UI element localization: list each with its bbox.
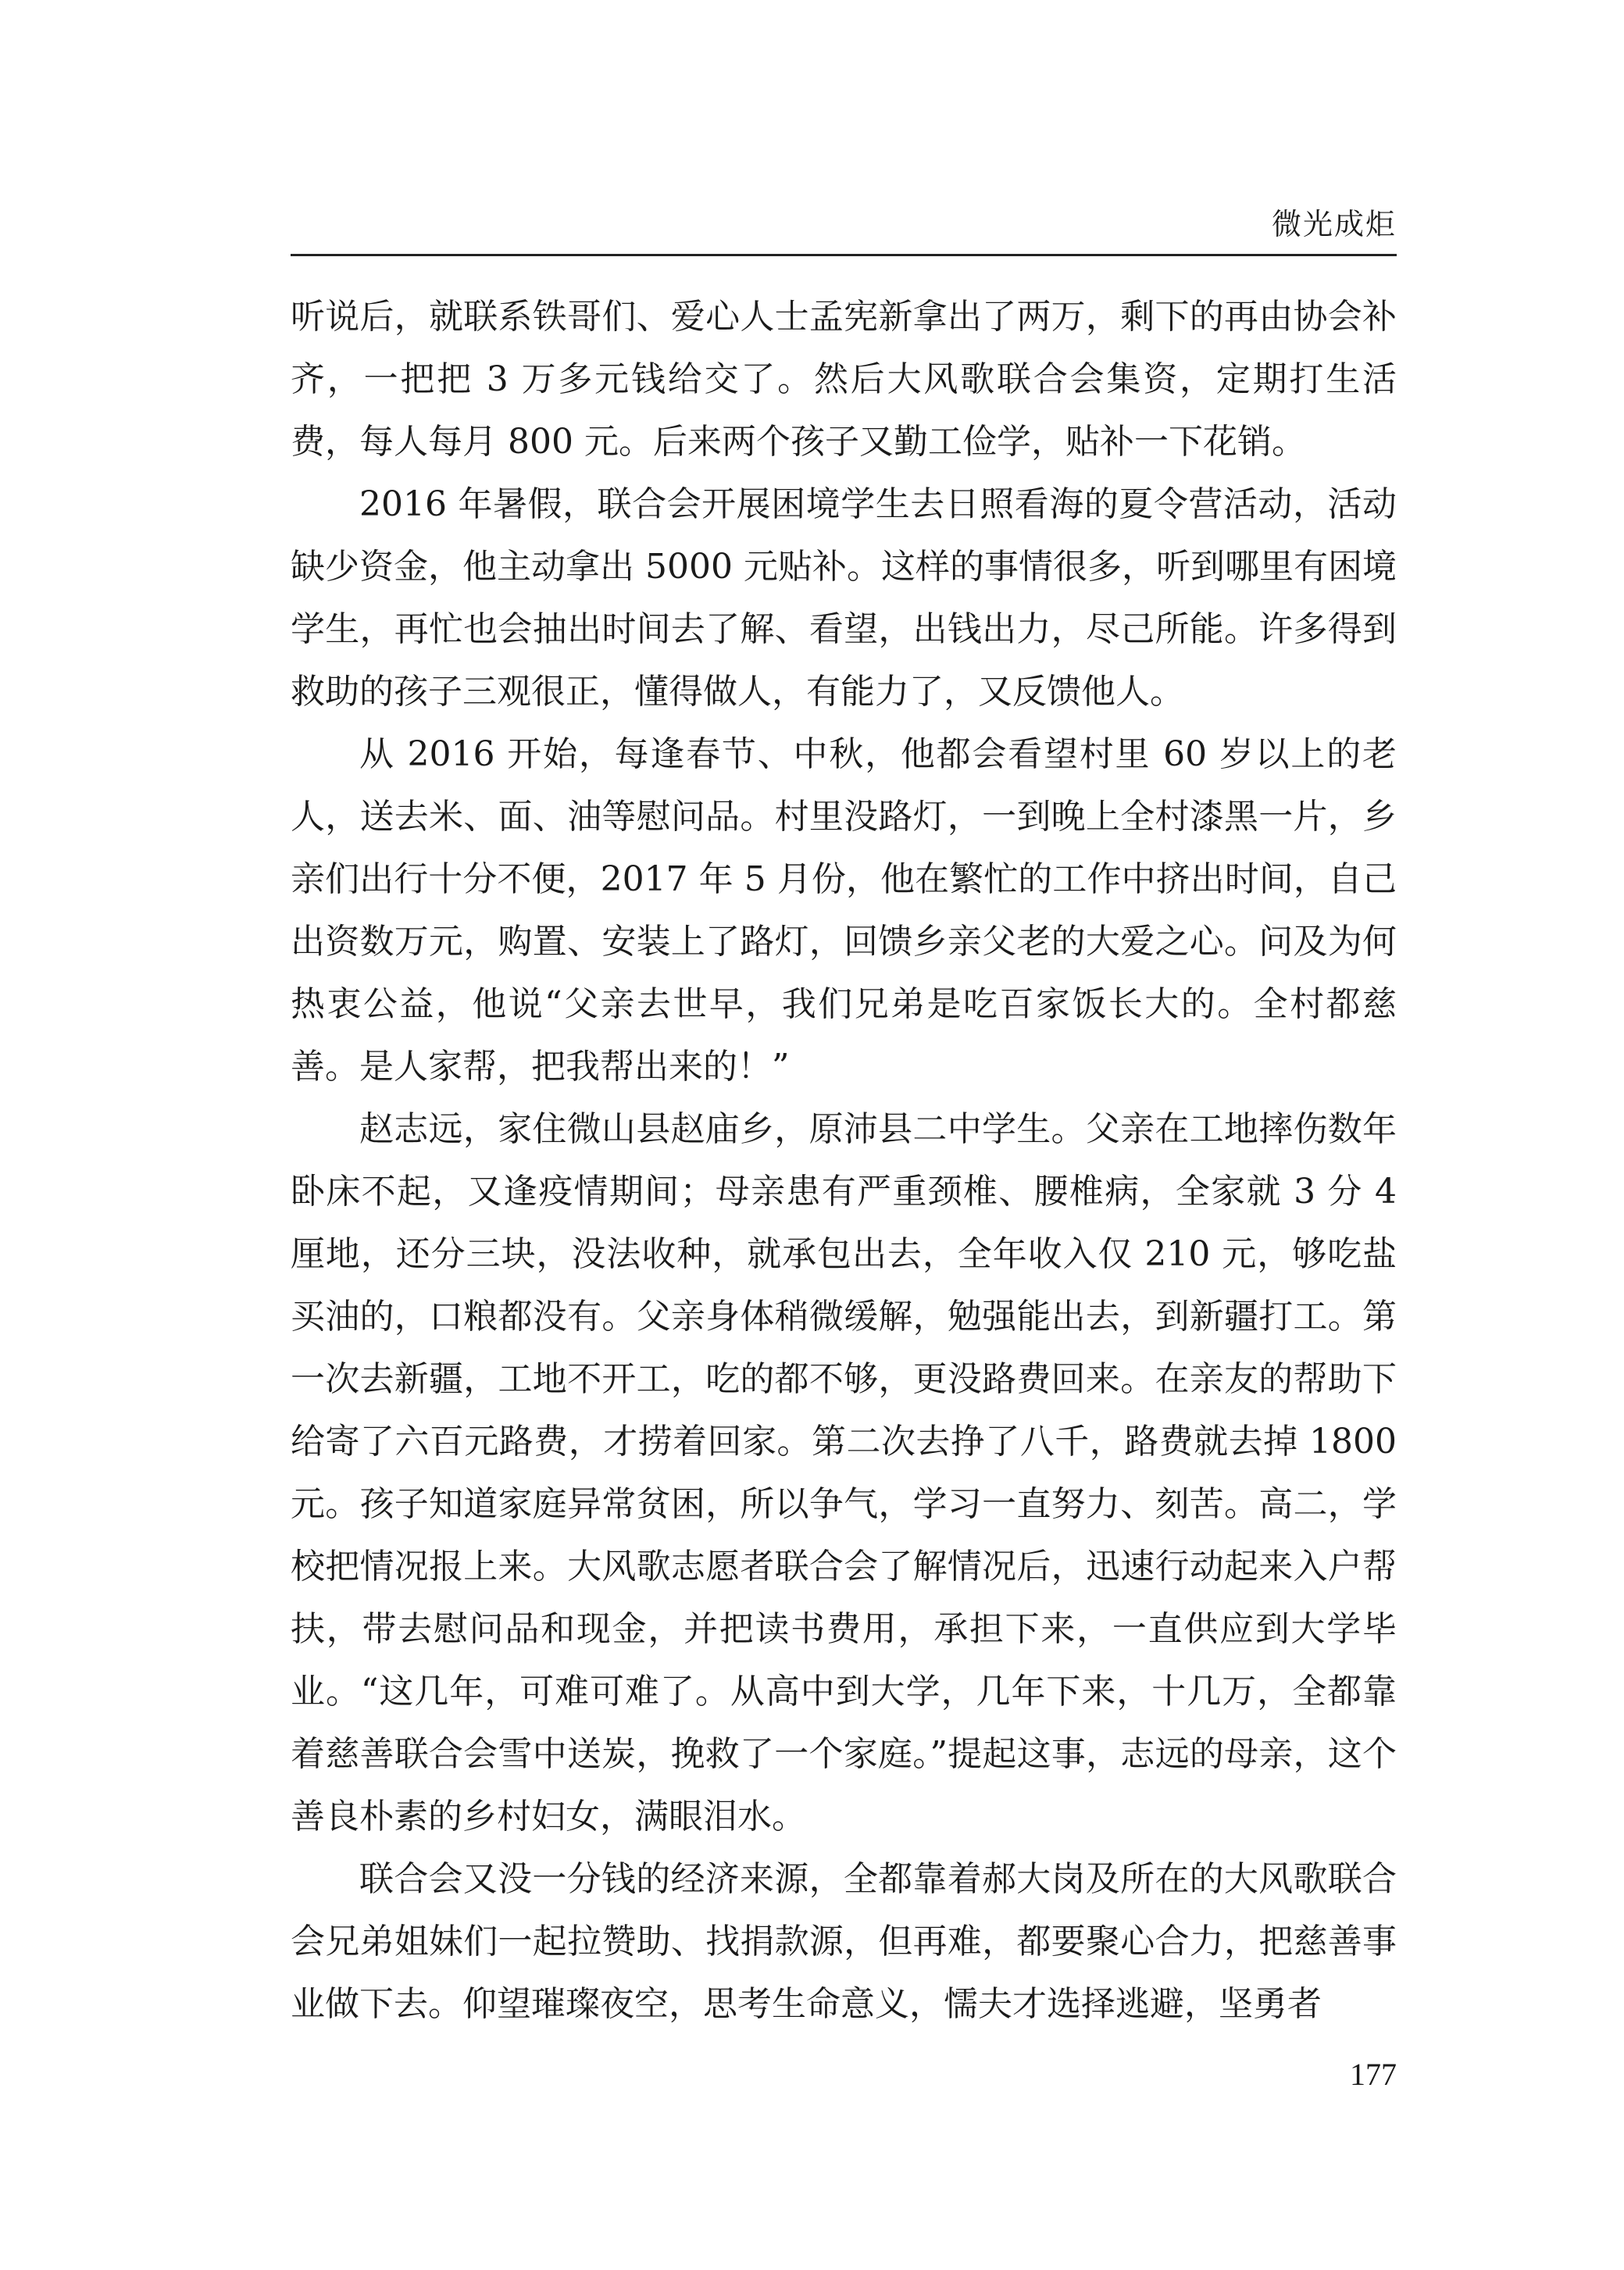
paragraph-4: 赵志远，家住微山县赵庙乡，原沛县二中学生。父亲在工地摔伤数年卧床不起，又逢疫情期间；母亲患有严重颈椎、腰椎病，全家就 3 分 4 厘地，还分三块，没法收种，就承包出去，全年收入仅 210 元，够吃盐买油的，口粮都没有。父亲身体稍微缓解，勉强能出去，到新疆打工。第一次去新疆，工地不开工，吃的都不够，更没路费回来。在亲友的帮助下给寄了六百元路费，才捞着回家。第二次去挣了八千，路费就去掉 1800 元。孩子知道家庭异常贫困，所以争气，学习一直努力、刻苦。高二，学校把情况报上来。大风歌志愿者联合会了解情况后，迅速行动起来入户帮扶，带去慰问品和现金，并把读书费用，承担下来，一直供应到大学毕业。“这几年，可难可难了。从高中到大学，几年下来，十几万，全都靠着慈善联合会雪中送炭，挽救了一个家庭。”提起这事，志远的母亲，这个善良朴素的乡村妇女，满眼泪水。: [291, 1109, 1397, 1836]
running-head: [291, 199, 1397, 256]
paragraph-2: 2016 年暑假，联合会开展困境学生去日照看海的夏令营活动，活动缺少资金，他主动拿出 5000 元贴补。这样的事情很多，听到哪里有困境学生，再忙也会抽出时间去了解、看望，出钱出力，尽己所能。许多得到救助的孩子三观很正，懂得做人，有能力了，又反馈他人。: [291, 484, 1397, 712]
paragraph-1: 听说后，就联系铁哥们、爱心人士孟宪新拿出了两万，剩下的再由协会补齐，一把把 3 万多元钱给交了。然后大风歌联合会集资，定期打生活费，每人每月 800 元。后来两个孩子又勤工俭学，贴补一下花销。: [291, 297, 1397, 462]
paragraph-3: 从 2016 开始，每逢春节、中秋，他都会看望村里 60 岁以上的老人，送去米、面、油等慰问品。村里没路灯，一到晚上全村漆黑一片，乡亲们出行十分不便，2017 年 5 月份，他在繁忙的工作中挤出时间，自己出资数万元，购置、安装上了路灯，回馈乡亲父老的大爱之心。问及为何热衷公益，他说“父亲去世早，我们兄弟是吃百家饭长大的。全村都慈善。是人家帮，把我帮出来的！”: [291, 734, 1397, 1087]
page-number: 177: [1350, 2057, 1397, 2092]
body-text: [291, 286, 1397, 2036]
paragraph-5: 联合会又没一分钱的经济来源，全都靠着郝大岗及所在的大风歌联合会兄弟姐妹们一起拉赞助、找捐款源，但再难，都要聚心合力，把慈善事业做下去。仰望璀璨夜空，思考生命意义，懦夫才选择逃避，坚勇者: [291, 1859, 1397, 2024]
running-head-title: 微光成炬: [1271, 207, 1397, 241]
